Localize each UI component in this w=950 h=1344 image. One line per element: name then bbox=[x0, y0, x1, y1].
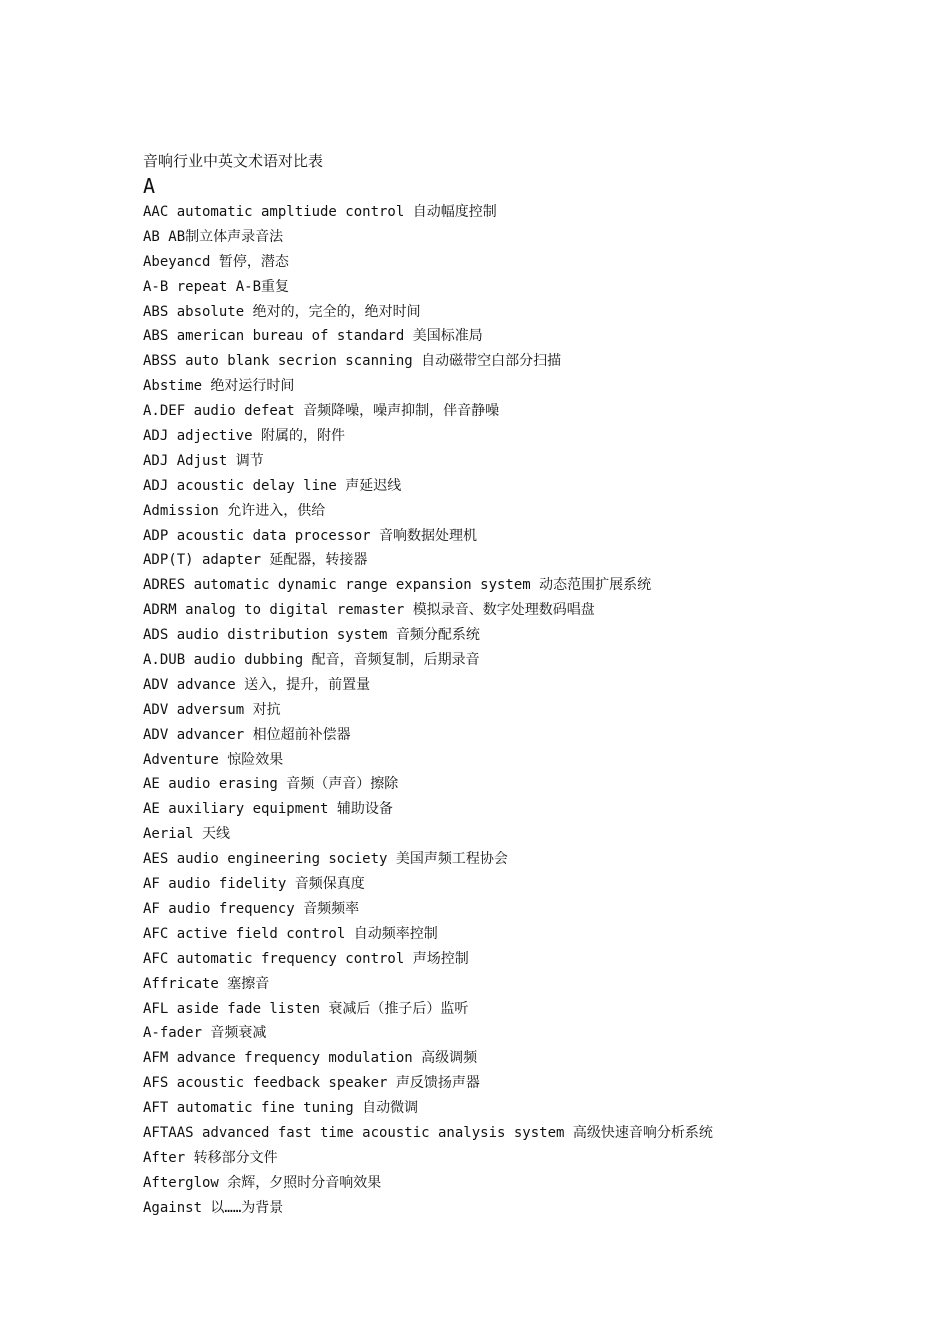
glossary-entry: AFM advance frequency modulation 高级调频 bbox=[143, 1050, 478, 1067]
glossary-entry: ABS absolute 绝对的，完全的，绝对时间 bbox=[143, 303, 421, 320]
glossary-entry: ADJ Adjust 调节 bbox=[143, 452, 264, 469]
glossary-entry: ADJ adjective 附属的，附件 bbox=[143, 428, 346, 445]
glossary-entry: ABSS auto blank secrion scanning 自动磁带空白部分扫描 bbox=[143, 353, 562, 370]
glossary-entry: Against 以……为背景 bbox=[143, 1199, 284, 1216]
glossary-entry: Affricate 塞擦音 bbox=[143, 975, 270, 992]
glossary-entry: A-B repeat A-B重复 bbox=[143, 278, 290, 295]
glossary-entry: ADV advancer 相位超前补偿器 bbox=[143, 726, 351, 743]
glossary-entry: ADV adversum 对抗 bbox=[143, 701, 281, 718]
glossary-entry: Abstime 绝对运行时间 bbox=[143, 378, 295, 395]
glossary-entry: AFS acoustic feedback speaker 声反馈扬声器 bbox=[143, 1075, 480, 1092]
glossary-entry: Abeyancd 暂停，潜态 bbox=[143, 253, 289, 270]
glossary-entry: Afterglow 余辉，夕照时分音响效果 bbox=[143, 1174, 382, 1191]
glossary-entry: AES audio engineering society 美国声频工程协会 bbox=[143, 851, 508, 868]
glossary-entry-list bbox=[143, 200, 903, 1221]
glossary-entry: After 转移部分文件 bbox=[143, 1149, 278, 1166]
glossary-entry: Adventure 惊险效果 bbox=[143, 751, 284, 768]
glossary-entry: ADP(T) adapter 延配器，转接器 bbox=[143, 552, 368, 569]
glossary-entry: A.DUB audio dubbing 配音，音频复制，后期录音 bbox=[143, 652, 480, 669]
document-content bbox=[143, 150, 903, 1221]
glossary-entry: AB AB制立体声录音法 bbox=[143, 228, 284, 245]
glossary-entry: AFC automatic frequency control 声场控制 bbox=[143, 950, 469, 967]
glossary-entry: ADRM analog to digital remaster 模拟录音、数字处理数码唱盘 bbox=[143, 602, 595, 619]
section-letter-heading: A bbox=[143, 174, 156, 198]
document-title: 音响行业中英文术语对比表 bbox=[143, 152, 324, 170]
glossary-entry: Admission 允许进入，供给 bbox=[143, 502, 326, 519]
glossary-entry: ADS audio distribution system 音频分配系统 bbox=[143, 627, 480, 644]
glossary-entry: AF audio fidelity 音频保真度 bbox=[143, 876, 365, 893]
glossary-entry: AF audio frequency 音频频率 bbox=[143, 900, 360, 917]
glossary-entry: AE audio erasing 音频（声音）擦除 bbox=[143, 776, 399, 793]
glossary-entry: ADRES automatic dynamic range expansion system 动态范围扩展系统 bbox=[143, 577, 652, 594]
glossary-entry: AE auxiliary equipment 辅助设备 bbox=[143, 801, 393, 818]
glossary-entry: AFC active field control 自动频率控制 bbox=[143, 925, 438, 942]
glossary-entry: ADJ acoustic delay line 声延迟线 bbox=[143, 477, 402, 494]
glossary-entry: AFTAAS advanced fast time acoustic analysis system 高级快速音响分析系统 bbox=[143, 1124, 713, 1141]
glossary-entry: AFT automatic fine tuning 自动微调 bbox=[143, 1100, 419, 1117]
glossary-entry: AFL aside fade listen 衰减后（推子后）监听 bbox=[143, 1000, 469, 1017]
glossary-entry: ABS american bureau of standard 美国标准局 bbox=[143, 328, 483, 345]
glossary-entry: AAC automatic ampltiude control 自动幅度控制 bbox=[143, 204, 497, 220]
glossary-entry: ADV advance 送入，提升，前置量 bbox=[143, 676, 371, 693]
glossary-entry: A.DEF audio defeat 音频降噪，噪声抑制，伴音静噪 bbox=[143, 403, 500, 420]
glossary-entry: Aerial 天线 bbox=[143, 826, 231, 843]
glossary-entry: ADP acoustic data processor 音响数据处理机 bbox=[143, 527, 478, 544]
glossary-entry: A-fader 音频衰减 bbox=[143, 1025, 267, 1042]
